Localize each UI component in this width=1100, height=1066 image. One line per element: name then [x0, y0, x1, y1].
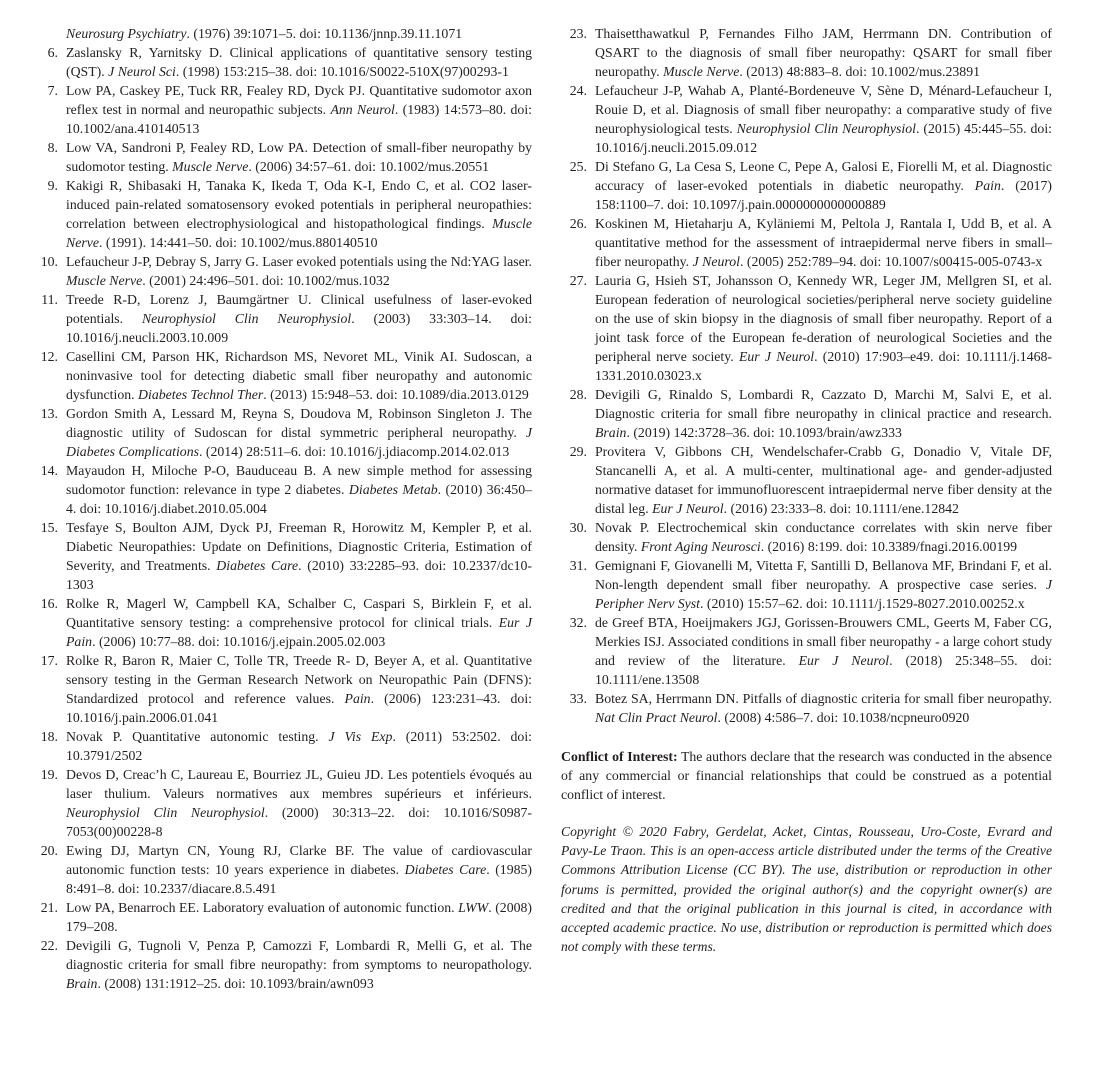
- reference-text: Thaisetthawatkul P, Fernandes Filho JAM, Herrmann DN. Contribution of QSART to the diagnosis of small fiber neuropathy: QSART for small fiber neuropathy.: [595, 26, 1052, 79]
- reference-journal: Pain: [974, 178, 1001, 193]
- reference-text: Gemignani F, Giovanelli M, Vitetta F, Santilli D, Bellanova MF, Brindani F, et al. Non-length dependent small fiber neuropathy. A prospective case series.: [595, 558, 1052, 592]
- reference-item: [32, 24, 532, 43]
- reference-number: 23.: [569, 26, 587, 41]
- reference-number: 29.: [569, 444, 587, 459]
- reference-text: de Greef BTA, Hoeijmakers JGJ, Gorissen-Brouwers CML, Geerts M, Faber CG, Merkies ISJ. Associated conditions in small fiber neuropathy - a large cohort study and review of the literature.: [595, 615, 1052, 668]
- reference-item: [32, 518, 532, 594]
- reference-text: Zaslansky R, Yarnitsky D. Clinical applications of quantitative sensory testing (QST).: [66, 45, 532, 79]
- reference-number: 18.: [40, 729, 58, 744]
- reference-item: [32, 765, 532, 841]
- reference-item: [32, 404, 532, 461]
- reference-number: 10.: [40, 254, 58, 269]
- reference-item: [561, 613, 1052, 689]
- reference-item: [561, 24, 1052, 81]
- reference-item: [32, 347, 532, 404]
- reference-text: . (2019) 142:3728–36. doi: 10.1093/brain/awz333: [626, 425, 902, 440]
- reference-journal: Eur J Neurol: [798, 653, 890, 668]
- reference-number: 11.: [41, 292, 58, 307]
- reference-journal: Muscle Nerve: [66, 273, 143, 288]
- reference-text: . (2003) 33:303–14. doi: 10.1016/j.neucli.2003.10.009: [66, 311, 532, 345]
- reference-number: 17.: [40, 653, 58, 668]
- reference-number: 30.: [569, 520, 587, 535]
- reference-number: 20.: [40, 843, 58, 858]
- reference-text: Lefaucheur J-P, Debray S, Jarry G. Laser evoked potentials using the Nd:YAG laser.: [66, 254, 532, 269]
- reference-journal: Eur J Neurol: [738, 349, 815, 364]
- reference-text: Gordon Smith A, Lessard M, Reyna S, Doudova M, Robinson Singleton J. The diagnostic utility of Sudoscan for distal symmetric peripheral neuropathy.: [66, 406, 532, 440]
- reference-text: . (2016) 8:199. doi: 10.3389/fnagi.2016.00199: [760, 539, 1018, 554]
- reference-number: 15.: [40, 520, 58, 535]
- reference-text: Botez SA, Herrmann DN. Pitfalls of diagnostic criteria for small fiber neuropathy.: [595, 691, 1052, 706]
- reference-number: 6.: [47, 45, 58, 60]
- reference-journal: J Vis Exp: [328, 729, 393, 744]
- reference-text: Low VA, Sandroni P, Fealey RD, Low PA. Detection of small-fiber neuropathy by sudomotor testing.: [66, 140, 532, 174]
- reference-item: [32, 43, 532, 81]
- reference-journal: Muscle Nerve: [663, 64, 740, 79]
- reference-text: Lefaucheur J-P, Wahab A, Planté-Bordeneuve V, Sène D, Ménard-Lefaucheur I, Rouie D, et al. Diagnosis of small fiber neuropathy: a comparative study of five neurophysiological tests.: [595, 83, 1052, 136]
- reference-journal: Eur J Neurol: [652, 501, 724, 516]
- reference-text: Kakigi R, Shibasaki H, Tanaka K, Ikeda T, Oda K-I, Endo C, et al. CO2 laser-induced pain-related somatosensory evoked potentials in peripheral neuropathies: correlation between electrophysiological and histopathological findings.: [66, 178, 532, 231]
- reference-text: Casellini CM, Parson HK, Richardson MS, Nevoret ML, Vinik AI. Sudoscan, a noninvasive tool for detecting diabetic small fiber neuropathy and autonomic dysfunction.: [66, 349, 532, 402]
- reference-text: . (2018) 25:348–55. doi: 10.1111/ene.13508: [595, 653, 1053, 687]
- reference-journal: Pain: [344, 691, 371, 706]
- reference-number: 25.: [569, 159, 587, 174]
- reference-number: 33.: [569, 691, 587, 706]
- reference-text: . (1998) 153:215–38. doi: 10.1016/S0022-510X(97)00293-1: [175, 64, 509, 79]
- reference-text: . (2016) 23:333–8. doi: 10.1111/ene.12842: [723, 501, 959, 516]
- reference-text: Novak P. Electrochemical skin conductance correlates with skin nerve fiber density.: [595, 520, 1052, 554]
- reference-text: . (2010) 17:903–e49. doi: 10.1111/j.1468-1331.2010.03023.x: [595, 349, 1052, 383]
- reference-text: Koskinen M, Hietaharju A, Kyläniemi M, Peltola J, Rantala I, Udd B, et al. A quantitative method for the assessment of intraepidermal nerve fibers in small–fiber neuropathy.: [595, 216, 1052, 269]
- reference-journal: LWW: [458, 900, 489, 915]
- reference-number: 14.: [40, 463, 58, 478]
- reference-text: . (2001) 24:496–501. doi: 10.1002/mus.1032: [142, 273, 390, 288]
- left-column: [32, 24, 532, 993]
- reference-number: 27.: [569, 273, 587, 288]
- reference-journal: Diabetes Metab: [348, 482, 438, 497]
- reference-number: 24.: [569, 83, 587, 98]
- reference-text: Low PA, Caskey PE, Tuck RR, Fealey RD, Dyck PJ. Quantitative sudomotor axon reflex test in normal and neuropathic subjects.: [66, 83, 532, 117]
- reference-number: 16.: [40, 596, 58, 611]
- reference-journal: Muscle Nerve: [66, 216, 532, 250]
- reference-item: [32, 727, 532, 765]
- reference-item: [561, 214, 1052, 271]
- reference-number: 7.: [47, 83, 58, 98]
- reference-item: [561, 689, 1052, 727]
- reference-number: 12.: [40, 349, 58, 364]
- reference-text: . (2006) 34:57–61. doi: 10.1002/mus.20551: [248, 159, 490, 174]
- right-column: [561, 24, 1052, 970]
- reference-journal: J Neurol Sci: [108, 64, 176, 79]
- reference-text: Ewing DJ, Martyn CN, Young RJ, Clarke BF. The value of cardiovascular autonomic function tests: 10 years experience in diabetes.: [66, 843, 532, 877]
- reference-journal: J Peripher Nerv Syst: [595, 577, 1052, 611]
- reference-journal: Diabetes Technol Ther: [138, 387, 264, 402]
- reference-text: . (2010) 15:57–62. doi: 10.1111/j.1529-8027.2010.00252.x: [700, 596, 1025, 611]
- reference-number: 22.: [40, 938, 58, 953]
- reference-text: . (2008) 131:1912–25. doi: 10.1093/brain/awn093: [97, 976, 374, 991]
- reference-item: [561, 442, 1052, 518]
- reference-text: Low PA, Benarroch EE. Laboratory evaluation of autonomic function.: [66, 900, 459, 915]
- reference-journal: Brain: [66, 976, 98, 991]
- reference-journal: Muscle Nerve: [172, 159, 249, 174]
- reference-item: [561, 157, 1052, 214]
- reference-text: . (1985) 8:491–8. doi: 10.2337/diacare.8.5.491: [66, 862, 532, 896]
- reference-item: [32, 176, 532, 252]
- reference-text: . (2013) 15:948–53. doi: 10.1089/dia.2013.0129: [263, 387, 529, 402]
- reference-item: [32, 138, 532, 176]
- reference-number: 21.: [40, 900, 58, 915]
- reference-text: . (2015) 45:445–55. doi: 10.1016/j.neucli.2015.09.012: [595, 121, 1052, 155]
- reference-list-left: [32, 24, 532, 993]
- reference-number: 32.: [569, 615, 587, 630]
- reference-journal: Neurophysiol Clin Neurophysiol: [141, 311, 352, 326]
- reference-text: . (2013) 48:883–8. doi: 10.1002/mus.23891: [739, 64, 980, 79]
- reference-journal: Brain: [595, 425, 627, 440]
- reference-item: [561, 518, 1052, 556]
- reference-item: [561, 81, 1052, 157]
- reference-item: [32, 594, 532, 651]
- reference-number: 13.: [40, 406, 58, 421]
- conflict-label: Conflict of Interest:: [561, 749, 678, 764]
- reference-text: . (2008) 179–208.: [66, 900, 532, 934]
- reference-list-right: [561, 24, 1052, 727]
- reference-journal: Diabetes Care: [216, 558, 299, 573]
- reference-text: . (2010) 33:2285–93. doi: 10.2337/dc10-1303: [66, 558, 533, 592]
- reference-number: 9.: [47, 178, 58, 193]
- reference-text: Novak P. Quantitative autonomic testing.: [66, 729, 329, 744]
- reference-number: 31.: [569, 558, 587, 573]
- reference-text: . (2014) 28:511–6. doi: 10.1016/j.jdiacomp.2014.02.013: [198, 444, 510, 459]
- reference-journal: Diabetes Care: [404, 862, 487, 877]
- reference-item: [32, 841, 532, 898]
- reference-journal: Neurophysiol Clin Neurophysiol: [66, 805, 265, 820]
- reference-text: . (2010) 36:450–4. doi: 10.1016/j.diabet.2010.05.004: [66, 482, 533, 516]
- reference-number: 8.: [47, 140, 58, 155]
- reference-item: [32, 461, 532, 518]
- reference-text: Mayaudon H, Miloche P-O, Bauduceau B. A new simple method for assessing sudomotor function: relevance in type 2 diabetes.: [66, 463, 532, 497]
- reference-item: [32, 898, 532, 936]
- reference-item: [32, 651, 532, 727]
- reference-text: Tesfaye S, Boulton AJM, Dyck PJ, Freeman R, Horowitz M, Kempler P, et al. Diabetic Neuropathies: Update on Definitions, Diagnostic Criteria, Estimation of Severity, and Treatments.: [66, 520, 532, 573]
- reference-text: Rolke R, Baron R, Maier C, Tolle TR, Treede R- D, Beyer A, et al. Quantitative sensory testing in the German Research Network on Neuropathic Pain (DFNS): Standardized protocol and reference values.: [66, 653, 532, 706]
- reference-text: Provitera V, Gibbons CH, Wendelschafer-Crabb G, Donadio V, Vitale DF, Stancanelli A, et al. A multi-center, multinational age- and gender-adjusted normative dataset for immunofluorescent intraepidermal nerve fiber density at the distal leg.: [595, 444, 1052, 516]
- reference-text: Rolke R, Magerl W, Campbell KA, Schalber C, Caspari S, Birklein F, et al. Quantitative sensory testing: a comprehensive protocol for clinical trials.: [66, 596, 532, 630]
- reference-text: Devigili G, Tugnoli V, Penza P, Camozzi F, Lombardi R, Melli G, et al. The diagnostic criteria for small fibre neuropathy: from symptoms to neuropathology.: [66, 938, 532, 972]
- reference-item: [561, 556, 1052, 613]
- conflict-text: The authors declare that the research was conducted in the absence of any commercial or financial relationships that could be construed as a potential conflict of interest.: [561, 749, 1052, 802]
- reference-text: . (1991). 14:441–50. doi: 10.1002/mus.880140510: [98, 235, 378, 250]
- reference-text: Lauria G, Hsieh ST, Johansson O, Kennedy WR, Leger JM, Mellgren SI, et al. European federation of neurological societies/peripheral nerve society guideline on the use of skin biopsy in the diagnosis of small fiber neuropathy. Report of a joint task force of the European fe-deration of neurological Societies and the peripheral nerve society.: [595, 273, 1052, 364]
- reference-journal: Neurosurg Psychiatry: [66, 26, 187, 41]
- reference-item: [32, 290, 532, 347]
- reference-item: [32, 252, 532, 290]
- reference-text: . (2017) 158:1100–7. doi: 10.1097/j.pain.0000000000000889: [595, 178, 1053, 212]
- reference-text: Devigili G, Rinaldo S, Lombardi R, Cazzato D, Marchi M, Salvi E, et al. Diagnostic criteria for small fibre neuropathy in clinical practice and research.: [595, 387, 1052, 421]
- conflict-of-interest: [561, 747, 1052, 804]
- reference-number: 19.: [40, 767, 58, 782]
- reference-text: . (2008) 4:586–7. doi: 10.1038/ncpneuro0920: [717, 710, 970, 725]
- reference-journal: Neurophysiol Clin Neurophysiol: [736, 121, 916, 136]
- reference-journal: Nat Clin Pract Neurol: [595, 710, 718, 725]
- reference-journal: J Neurol: [692, 254, 740, 269]
- reference-text: Di Stefano G, La Cesa S, Leone C, Pepe A, Galosi E, Fiorelli M, et al. Diagnostic accuracy of laser-evoked potentials in diabetic neuropathy.: [595, 159, 1052, 193]
- reference-journal: Eur J Pain: [66, 615, 532, 649]
- reference-text: . (2005) 252:789–94. doi: 10.1007/s00415-005-0743-x: [739, 254, 1043, 269]
- reference-journal: Ann Neurol: [330, 102, 395, 117]
- reference-item: [32, 81, 532, 138]
- reference-text: Devos D, Creac’h C, Laureau E, Bourriez JL, Guieu JD. Les potentiels évoqués au laser thulium. Valeurs normatives aux membres supérieurs et inférieurs.: [66, 767, 532, 801]
- reference-text: . (2006) 10:77–88. doi: 10.1016/j.ejpain.2005.02.003: [92, 634, 386, 649]
- reference-text: . (2011) 53:2502. doi: 10.3791/2502: [66, 729, 532, 763]
- reference-text: Treede R-D, Lorenz J, Baumgärtner U. Clinical usefulness of laser-evoked potentials.: [66, 292, 532, 326]
- reference-item: [561, 271, 1052, 385]
- reference-text: . (1983) 14:573–80. doi: 10.1002/ana.410140513: [66, 102, 532, 136]
- reference-item: [561, 385, 1052, 442]
- reference-item: [32, 936, 532, 993]
- reference-number: 26.: [569, 216, 587, 231]
- reference-text: . (2006) 123:231–43. doi: 10.1016/j.pain.2006.01.041: [66, 691, 532, 725]
- reference-journal: Front Aging Neurosci: [640, 539, 761, 554]
- reference-number: 28.: [569, 387, 587, 402]
- copyright-notice: Copyright © 2020 Fabry, Gerdelat, Acket, Cintas, Rousseau, Uro-Coste, Evrard and Pavy-Le Traon. This is an open-access article distributed under the terms of the Creative Commons Attribution License (CC BY). The use, distribution or reproduction in other forums is permitted, provided the original author(s) and the copyright owner(s) are credited and that the original publication in this journal is cited, in accordance with accepted academic practice. No use, distribution or reproduction is permitted which does not comply with these terms.: [561, 824, 1052, 955]
- reference-text: . (2000) 30:313–22. doi: 10.1016/S0987-7053(00)00228-8: [66, 805, 533, 839]
- reference-journal: J Diabetes Complications: [66, 425, 532, 459]
- reference-text: . (1976) 39:1071–5. doi: 10.1136/jnnp.39.11.1071: [186, 26, 463, 41]
